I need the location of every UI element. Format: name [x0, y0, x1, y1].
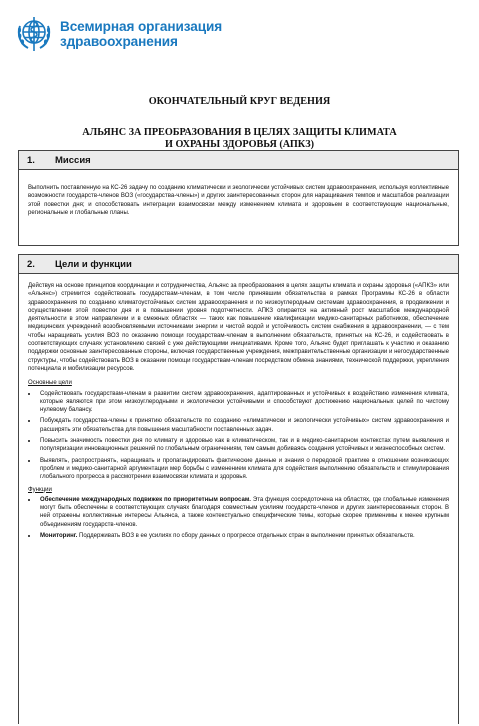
- org-name-line1: Всемирная организация: [60, 19, 223, 34]
- document-subtitle-line2: И ОХРАНЫ ЗДОРОВЬЯ (АПКЗ): [165, 139, 314, 150]
- section-heading: Миссия: [55, 154, 91, 166]
- function-text: Эта функция сосредоточена на областях, где глобальные изменения могут быть обеспечены в соответствующих случаях благодаря совместным усилиям государств-членов и других заинтересованных сторон. В ней отражены коллективные интересы Альянса, а также контекстуально специфические темы, которые скорее применимы к менее крупным объединениям государств-членов.: [40, 496, 449, 528]
- document-title: ОКОНЧАТЕЛЬНЫЙ КРУГ ВЕДЕНИЯ: [148, 96, 331, 107]
- list-item: • Выявлять, распространять, наращивать и пропагандировать фактические данные и знания о передовой практике в отношении возникающих проблем и медико-санитарной аргументации мер борьбы с изменением климата для содействия выполнению обязательств и стимулирования глобального прогресса в рассмотрении взаимосвязи климата и здоровья.: [38, 457, 449, 482]
- section-number: 2.: [27, 258, 35, 270]
- list-item: • Повысить значимость повестки дня по климату и здоровью как в климатическом, так и в медико-санитарном контекстах путем выявления и популяризации инновационных решений по глобальным ограничениям, тем самым добиваясь создания устойчивых и жизнеспособных систем.: [38, 437, 449, 454]
- list-item: [38, 496, 449, 529]
- org-name: [60, 19, 222, 49]
- goals-intro: Действуя на основе принципов координации и сотрудничества, Альянс за преобразования в целях защиты климата и охраны здоровья («АПКЗ» или «Альянс») стремится содействовать государствам-членам, в том числе принявшим обязательства в рамках Программы КС-26 в области здравоохранения по созданию климатоустойчивых систем здравоохранения и по низкоуглеродным системам здравоохранения, в продвижении и осуществлении этой повестки дня и в повышении уровня подотчетности. АПКЗ опирается на активный рост масштабов международной деятельности в этом направлении и в смежных областях — таких как повышение квалификации медико-санитарных работников, обеспечение медицинских учреждений возобновляемыми источниками энергии и чистой водой и устойчивость систем снабжения в здравоохранении, — с тем чтобы наращивать усилия ВОЗ по оказанию помощи государствам-членам в выполнении обязательств, принятых на КС-26, и содействовать в соответствующих случаях установлению связей с уже действующими инициативами. Кроме того, Альянс будет приглашать к участию и оказанию поддержки основные заинтересованные стороны, включая государственные учреждения, межправительственные организации и негосударственные структуры, чтобы содействовать ВОЗ в оказании помощи государствам-членам посредством обмена знаниями, технической поддержки, укрепления потенциала и мобилизации ресурсов.: [28, 283, 449, 372]
- section-heading: Цели и функции: [55, 258, 132, 270]
- goals-body: [19, 274, 458, 549]
- section-number: 1.: [27, 154, 35, 166]
- org-name-line2: здравоохранения: [60, 34, 178, 49]
- who-emblem-icon: [14, 14, 54, 54]
- function-text: Поддерживать ВОЗ в ее усилиях по сбору данных о прогрессе отдельных стран в выполнении принятых обязательств.: [77, 533, 415, 540]
- document-subtitle-line1: АЛЬЯНС ЗА ПРЕОБРАЗОВАНИЯ В ЦЕЛЯХ ЗАЩИТЫ КЛИМАТА: [82, 127, 397, 138]
- function-title: Мониторинг.: [40, 533, 78, 540]
- function-title: Обеспечение международных подвижек по приоритетным вопросам.: [40, 496, 251, 503]
- goals-section: [18, 254, 459, 724]
- mission-section: [18, 150, 459, 246]
- list-item: [38, 532, 449, 540]
- list-item: • Побуждать государства-члены к принятию обязательств по созданию «климатически и экологически устойчивых» систем здравоохранения и расширять эти обязательства для повышения масштабности поставленных задач.: [38, 417, 449, 434]
- mission-text: Выполнить поставленную на КС-26 задачу по созданию климатически и экологически устойчивых систем здравоохранения, используя коллективные возможности государств-членов ВОЗ («государства-члены») и других заинтересованных сторон для наращивания темпов и масштабов реализации этой повестки дня; и способствовать интеграции взаимосвязи между изменением климата и здоровьем в соответствующие национальные, региональные и глобальные планы.: [28, 185, 449, 216]
- mission-section-header: [19, 151, 458, 170]
- functions-list: [28, 496, 449, 540]
- who-logo: [14, 14, 222, 54]
- goals-section-header: [19, 255, 458, 274]
- functions-heading: Функции: [28, 486, 52, 493]
- objectives-heading: Основные цели: [28, 380, 72, 387]
- list-item: • Содействовать государствам-членам в развитии систем здравоохранения, адаптированных и устойчивых к воздействию изменения климата, которые являются при этом низкоуглеродными и экологически устойчивыми и способствуют достижению национальных целей по чистому нулевому балансу.: [38, 390, 449, 415]
- document-titles: [0, 96, 479, 151]
- objectives-list: [28, 390, 449, 482]
